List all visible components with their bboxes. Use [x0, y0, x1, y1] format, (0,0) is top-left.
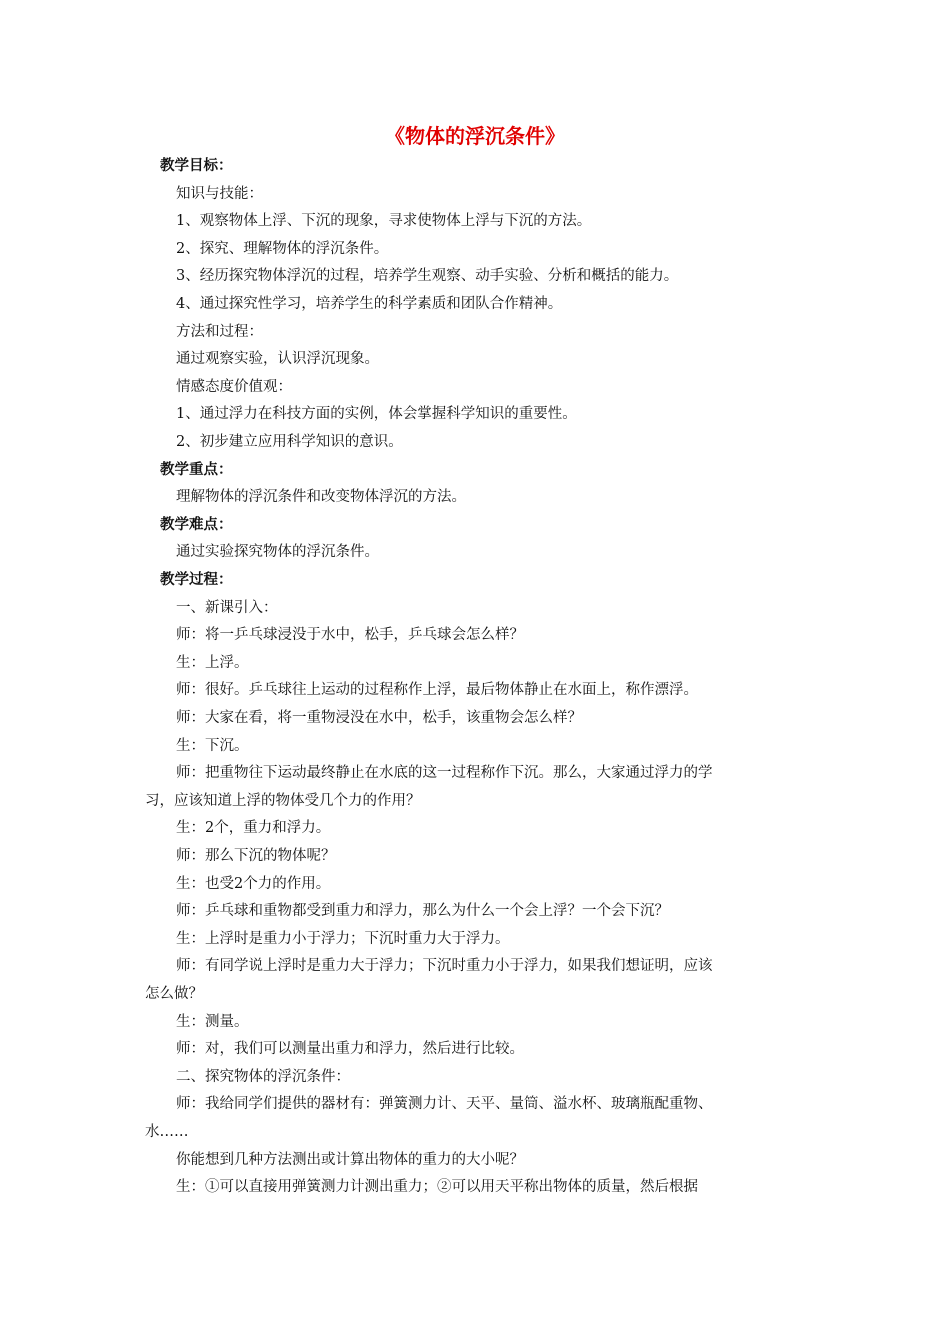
- paragraph-line: 生：①可以直接用弹簧测力计测出重力；②可以用天平称出物体的质量，然后根据: [176, 1179, 698, 1196]
- paragraph-line: 师：我给同学们提供的器材有：弹簧测力计、天平、量筒、溢水杯、玻璃瓶配重物、: [176, 1096, 713, 1113]
- paragraph-line: 生：测量。: [176, 1013, 249, 1030]
- paragraph-line: 生：上浮时是重力小于浮力；下沉时重力大于浮力。: [176, 930, 510, 947]
- paragraph-line: 知识与技能：: [176, 185, 263, 202]
- paragraph-line: 生：也受2个力的作用。: [176, 875, 331, 892]
- paragraph-line: 生：上浮。: [176, 654, 249, 671]
- paragraph-line: 2、初步建立应用科学知识的意识。: [176, 434, 403, 450]
- paragraph-line: 师：大家在看，将一重物浸没在水中，松手，该重物会怎么样？: [176, 710, 582, 726]
- paragraph-line: 师：那么下沉的物体呢？: [176, 848, 336, 864]
- paragraph-line: 师：乒乓球和重物都受到重力和浮力，那么为什么一个会上浮？一个会下沉？: [176, 903, 669, 920]
- paragraph-line: 水……: [145, 1124, 189, 1140]
- paragraph-line: 生：下沉。: [176, 737, 249, 754]
- paragraph-line: 师：有同学说上浮时是重力大于浮力；下沉时重力小于浮力，如果我们想证明，应该: [176, 958, 713, 975]
- paragraph-line: 怎么做？: [145, 986, 203, 1002]
- paragraph-line: 二、探究物体的浮沉条件：: [176, 1068, 350, 1085]
- section-heading: 教学难点：: [160, 515, 233, 533]
- paragraph-line: 4、通过探究性学习，培养学生的科学素质和团队合作精神。: [176, 296, 563, 312]
- paragraph-line: 1、通过浮力在科技方面的实例，体会掌握科学知识的重要性。: [176, 406, 577, 423]
- paragraph-line: 理解物体的浮沉条件和改变物体浮沉的方法。: [176, 489, 466, 506]
- paragraph-line: 习，应该知道上浮的物体受几个力的作用？: [145, 792, 421, 809]
- paragraph-line: 师：很好。乒乓球往上运动的过程称作上浮，最后物体静止在水面上，称作漂浮。: [176, 682, 698, 699]
- paragraph-line: 通过观察实验，认识浮沉现象。: [176, 351, 379, 368]
- section-heading: 教学重点：: [160, 460, 233, 478]
- paragraph-line: 师：把重物往下运动最终静止在水底的这一过程称作下沉。那么，大家通过浮力的学: [176, 765, 713, 782]
- paragraph-line: 一、新课引入：: [176, 599, 278, 616]
- paragraph-line: 通过实验探究物体的浮沉条件。: [176, 544, 379, 561]
- paragraph-line: 师：对，我们可以测量出重力和浮力，然后进行比较。: [176, 1041, 524, 1058]
- paragraph-line: 方法和过程：: [176, 323, 263, 340]
- paragraph-line: 2、探究、理解物体的浮沉条件。: [176, 240, 389, 257]
- paragraph-line: 3、经历探究物体浮沉的过程，培养学生观察、动手实验、分析和概括的能力。: [176, 268, 679, 285]
- section-heading: 教学过程：: [160, 571, 233, 588]
- paragraph-line: 师：将一乒乓球浸没于水中，松手，乒乓球会怎么样？: [176, 627, 524, 644]
- paragraph-line: 情感态度价值观：: [176, 378, 292, 395]
- paragraph-line: 1、观察物体上浮、下沉的现象，寻求使物体上浮与下沉的方法。: [176, 213, 592, 230]
- section-heading: 教学目标：: [160, 157, 233, 174]
- paragraph-line: 你能想到几种方法测出或计算出物体的重力的大小呢？: [176, 1151, 524, 1168]
- paragraph-line: 生：2个，重力和浮力。: [176, 820, 331, 837]
- document-title: 《物体的浮沉条件》: [385, 124, 565, 148]
